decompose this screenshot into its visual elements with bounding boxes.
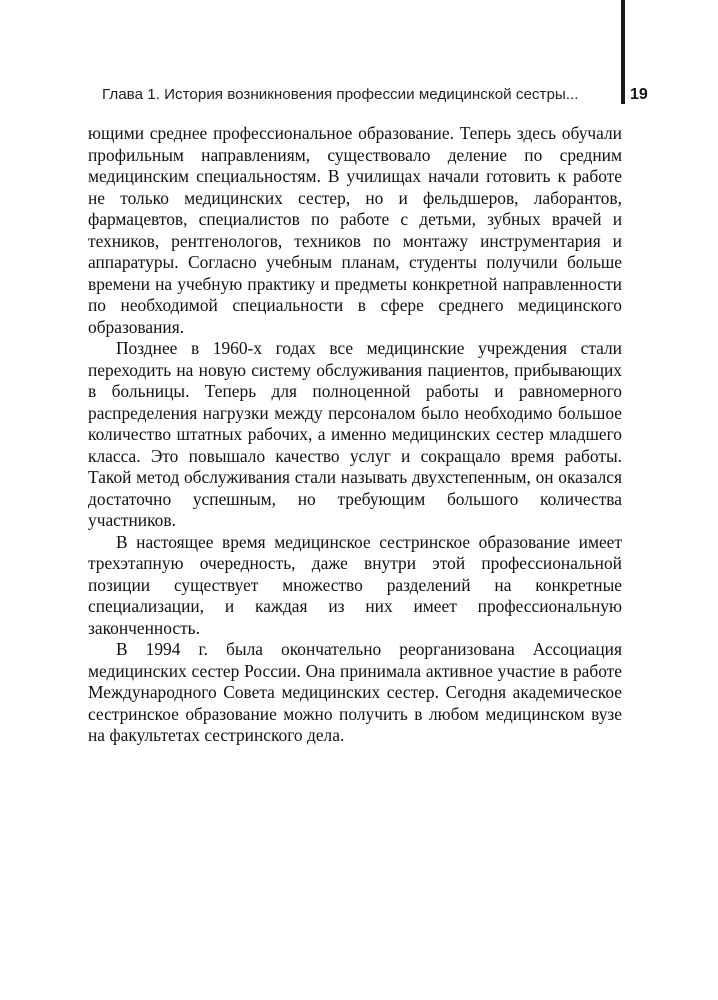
- paragraph-2: Позднее в 1960-х годах все медицинские учреждения стали переходить на новую систему обслуживания пациентов, прибывающих в больницы. Теперь для полноценной работы и равномерного распределения нагрузки между персоналом было необходимо большое количество штатных рабочих, а именно медицинских сестер младшего класса. Это повышало качество услуг и сокращало время работы. Такой метод обслуживания стали называть двухстепенным, он оказался достаточно успешным, но требующим большого количества участников.: [88, 338, 622, 530]
- paragraph-4: В 1994 г. была окончательно реорганизована Ассоциация медицинских сестер России. Она принимала активное участие в работе Международного Совета медицинских сестер. Сегодня академическое сестринское образование можно получить в любом медицинском вузе на факультетах сестринского дела.: [88, 639, 622, 745]
- body-text: [88, 123, 622, 747]
- paragraph-1: ющими среднее профессиональное образование. Теперь здесь обучали профильным направлениям, существовало деление по средним медицинским специальностям. В училищах начали готовить к работе не только медицинских сестер, но и фельдшеров, лаборантов, фармацевтов, специалистов по работе с детьми, зубных врачей и техников, рентгенологов, техников по монтажу инструментария и аппаратуры. Согласно учебным планам, студенты получили больше времени на учебную практику и предметы конкретной направленности по необходимой специальности в сфере среднего медицинского образования.: [88, 123, 622, 337]
- page-number: 19: [630, 86, 648, 103]
- paragraph-3: В настоящее время медицинское сестринское образование имеет трехэтапную очередность, даже внутри этой профессиональной позиции существует множество разделений на конкретные специализации, и каждая из них имеет профессиональную законченность.: [88, 531, 622, 638]
- vertical-rule: [621, 0, 625, 104]
- running-header-chapter-title: Глава 1. История возникновения профессии медицинской сестры...: [102, 86, 579, 103]
